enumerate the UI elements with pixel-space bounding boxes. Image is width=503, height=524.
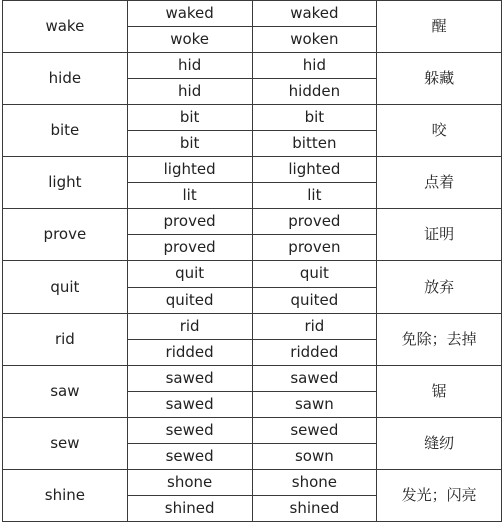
past-tense-cell: shone [127,469,252,495]
past-participle-cell: hid [252,53,377,79]
past-tense-cell: sawed [127,391,252,417]
verb-row [3,53,502,79]
meaning-cell: 放弃 [377,261,502,313]
meaning-cell: 免除；去掉 [377,313,502,365]
past-participle-cell: sawed [252,365,377,391]
past-tense-cell: quit [127,261,252,287]
past-tense-cell: rid [127,313,252,339]
past-tense-cell: lit [127,183,252,209]
past-tense-cell: woke [127,27,252,53]
past-tense-cell: sawed [127,365,252,391]
past-tense-cell: ridded [127,339,252,365]
base-form-cell: prove [3,209,128,261]
past-participle-cell: lit [252,183,377,209]
past-tense-cell: proved [127,235,252,261]
irregular-verb-table [2,0,502,522]
past-participle-cell: ridded [252,339,377,365]
base-form-cell: sew [3,417,128,469]
base-form-cell: bite [3,105,128,157]
past-participle-cell: sown [252,443,377,469]
past-tense-cell: proved [127,209,252,235]
past-participle-cell: woken [252,27,377,53]
past-tense-cell: sewed [127,417,252,443]
verb-row [3,469,502,495]
past-tense-cell: hid [127,53,252,79]
past-participle-cell: quit [252,261,377,287]
past-participle-cell: quited [252,287,377,313]
verb-row [3,209,502,235]
past-participle-cell: hidden [252,79,377,105]
past-tense-cell: shined [127,495,252,521]
meaning-cell: 躲藏 [377,53,502,105]
base-form-cell: shine [3,469,128,521]
past-participle-cell: bit [252,105,377,131]
past-participle-cell: bitten [252,131,377,157]
verb-row [3,157,502,183]
past-participle-cell: lighted [252,157,377,183]
base-form-cell: rid [3,313,128,365]
verb-row [3,365,502,391]
past-participle-cell: waked [252,1,377,27]
past-tense-cell: quited [127,287,252,313]
past-participle-cell: proved [252,209,377,235]
verb-row [3,417,502,443]
past-tense-cell: bit [127,131,252,157]
verb-row [3,105,502,131]
verb-table-body [3,1,502,522]
base-form-cell: hide [3,53,128,105]
verb-row [3,261,502,287]
past-tense-cell: waked [127,1,252,27]
past-tense-cell: lighted [127,157,252,183]
base-form-cell: saw [3,365,128,417]
base-form-cell: quit [3,261,128,313]
meaning-cell: 证明 [377,209,502,261]
verb-row [3,313,502,339]
past-participle-cell: sawn [252,391,377,417]
meaning-cell: 点着 [377,157,502,209]
meaning-cell: 锯 [377,365,502,417]
past-participle-cell: sewed [252,417,377,443]
past-tense-cell: hid [127,79,252,105]
past-participle-cell: shined [252,495,377,521]
past-participle-cell: proven [252,235,377,261]
meaning-cell: 醒 [377,1,502,53]
base-form-cell: wake [3,1,128,53]
past-participle-cell: rid [252,313,377,339]
verb-row [3,1,502,27]
past-tense-cell: sewed [127,443,252,469]
meaning-cell: 发光；闪亮 [377,469,502,521]
base-form-cell: light [3,157,128,209]
meaning-cell: 缝纫 [377,417,502,469]
meaning-cell: 咬 [377,105,502,157]
past-participle-cell: shone [252,469,377,495]
past-tense-cell: bit [127,105,252,131]
